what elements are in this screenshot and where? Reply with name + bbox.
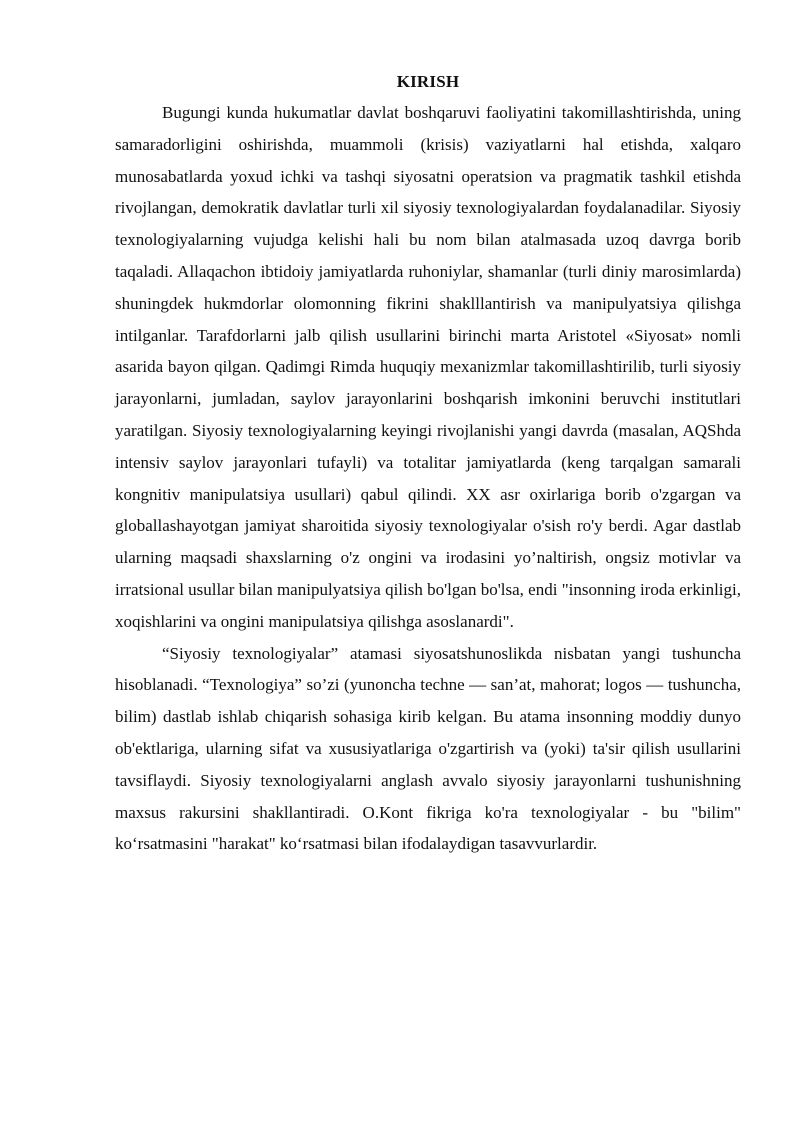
- document-heading: KIRISH: [396, 72, 460, 91]
- paragraph-2: “Siyosiy texnologiyalar” atamasi siyosatshunoslikda nisbatan yangi tushuncha hisoblanadi. “Texnologiya” so’zi (yunoncha techne — san’at, mahorat; logos — tushuncha, bilim) dastlab ishlab chiqarish sohasiga kirib kelgan. Bu atama insonning moddiy dunyo ob'ektlariga, ularning sifat va xususiyatlariga o'zgartirish va (yoki) ta'sir qilish usullarini tavsiflaydi. Siyosiy texnologiyalarni anglash avvalo siyosiy jarayonlarni tushunishning maxsus rakursini shakllantiradi. O.Kont fikriga ko'ra texnologiyalar - bu "bilim" ko‘rsatmasini "harakat" ko‘rsatmasi bilan ifodalaydigan tasavvurlardir.: [115, 643, 741, 854]
- document-body: [115, 69, 741, 860]
- paragraph-1: Bugungi kunda hukumatlar davlat boshqaruvi faoliyatini takomillashtirishda, uning samaradorligini oshirishda, muammoli (krisis) vaziyatlarni hal etishda, xalqaro munosabatlarda yoxud ichki va tashqi siyosatni operatsion va pragmatik tashkil etishda rivojlangan, demokratik davlatlar turli xil siyosiy texnologiyalardan foydalanadilar. Siyosiy texnologiyalarning vujudga kelishi hali bu nom bilan atalmasada uzoq davrga borib taqaladi. Allaqachon ibtidoiy jamiyatlarda ruhoniylar, shamanlar (turli diniy marosimlarda) shuningdek hukmdorlar olomonning fikrini shaklllantirish va manipulyatsiya qilishga intilganlar. Tarafdorlarni jalb qilish usullarini birinchi marta Aristotel «Siyosat» nomli asarida bayon qilgan. Qadimgi Rimda huquqiy mexanizmlar takomillashtirilib, turli siyosiy jarayonlarni, jumladan, saylov jarayonlarini boshqarish imkonini beruvchi institutlari yaratilgan. Siyosiy texnologiyalarning keyingi rivojlanishi yangi davrda (masalan, AQShda intensiv saylov jarayonlari tufayli) va totalitar jamiyatlarda (keng tarqalgan samarali kongnitiv manipulatsiya usullari) qabul qilindi. XX asr oxirlariga borib o'zgargan va globallashayotgan jamiyat sharoitida siyosiy texnologiyalar o'sish ro'y berdi. Agar dastlab ularning maqsadi shaxslarning o'z ongini va irodasini yo’naltirish, ongsiz motivlar va irratsional usullar bilan manipulyatsiya qilish bo'lgan bo'lsa, endi "insonning iroda erkinligi, xoqishlarini va ongini manipulatsiya qilishga asoslanardi".: [115, 103, 741, 631]
